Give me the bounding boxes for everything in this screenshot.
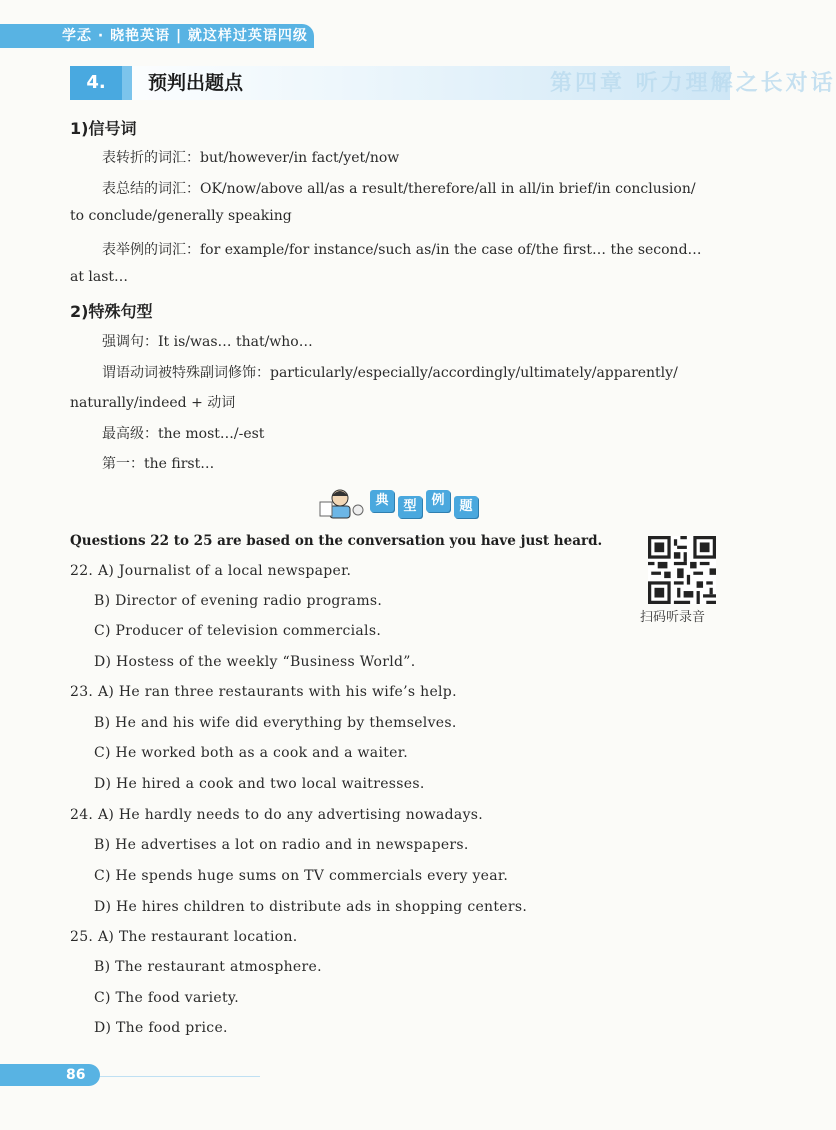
question-number: 25. <box>70 929 94 945</box>
answer-option[interactable]: A) The restaurant location. <box>97 929 298 945</box>
signal-line: to conclude/generally speaking <box>70 208 292 224</box>
student-mascot-icon <box>318 486 368 520</box>
banner-char: 题 <box>454 496 478 518</box>
sentence-line: 第一：the first… <box>102 456 215 472</box>
signal-words-heading: 1)信号词 <box>70 119 137 138</box>
question-24 <box>70 807 483 823</box>
question-23 <box>70 684 457 700</box>
sentence-line: 最高级：the most…/-est <box>102 426 265 442</box>
qr-code-icon[interactable] <box>648 536 716 604</box>
question-25 <box>70 929 298 945</box>
running-header: 学孞 · 晓艳英语 | 就这样过英语四级 <box>0 24 314 48</box>
answer-option[interactable]: D) He hires children to distribute ads in shopping centers. <box>94 899 528 915</box>
signal-line: at last… <box>70 269 129 285</box>
special-sentences-heading: 2)特殊句型 <box>70 302 153 321</box>
typical-example-banner <box>318 486 488 520</box>
answer-option[interactable]: B) He and his wife did everything by themselves. <box>94 715 457 731</box>
answer-option[interactable]: A) Journalist of a local newspaper. <box>97 563 352 579</box>
signal-line: 表总结的词汇：OK/now/above all/as a result/therefore/all in all/in brief/in conclusion/ <box>102 181 696 197</box>
question-22 <box>70 563 351 579</box>
signal-line: 表转折的词汇：but/however/in fact/yet/now <box>102 150 400 166</box>
answer-option[interactable]: D) He hired a cook and two local waitresses. <box>94 776 425 792</box>
answer-option[interactable]: C) He spends huge sums on TV commercials every year. <box>94 868 509 884</box>
answer-option[interactable]: A) He ran three restaurants with his wife’s help. <box>97 684 457 700</box>
section-title: 预判出题点 <box>148 72 244 94</box>
sentence-line: 谓语动词被特殊副词修饰：particularly/especially/accordingly/ultimately/apparently/ <box>102 365 678 381</box>
answer-option[interactable]: C) The food variety. <box>94 990 240 1006</box>
answer-option[interactable]: B) The restaurant atmosphere. <box>94 959 322 975</box>
question-number: 24. <box>70 807 94 823</box>
chapter-watermark: 第四章 听力理解之长对话 <box>550 71 836 96</box>
qr-caption: 扫码听录音 <box>640 610 706 625</box>
answer-option[interactable]: C) He worked both as a cook and a waiter. <box>94 745 408 761</box>
section-heading-bar <box>70 66 836 100</box>
answer-option[interactable]: D) The food price. <box>94 1020 228 1036</box>
banner-char: 例 <box>426 490 450 512</box>
answer-option[interactable]: B) He advertises a lot on radio and in newspapers. <box>94 837 469 853</box>
questions-instruction: Questions 22 to 25 are based on the conversation you have just heard. <box>70 533 603 549</box>
answer-option[interactable]: C) Producer of television commercials. <box>94 623 382 639</box>
question-number: 22. <box>70 563 94 579</box>
banner-char: 型 <box>398 496 422 518</box>
answer-option[interactable]: A) He hardly needs to do any advertising nowadays. <box>97 807 484 823</box>
question-number: 23. <box>70 684 94 700</box>
section-number: 4. <box>70 66 122 100</box>
answer-option[interactable]: B) Director of evening radio programs. <box>94 593 383 609</box>
page-number: 86 <box>0 1064 100 1086</box>
sentence-line: naturally/indeed + 动词 <box>70 395 236 411</box>
section-number-accent <box>122 66 132 100</box>
answer-option[interactable]: D) Hostess of the weekly “Business World”. <box>94 654 416 670</box>
banner-char: 典 <box>370 490 394 512</box>
sentence-line: 强调句：It is/was… that/who… <box>102 334 313 350</box>
signal-line: 表举例的词汇：for example/for instance/such as/in the case of/the first… the second… <box>102 242 702 258</box>
